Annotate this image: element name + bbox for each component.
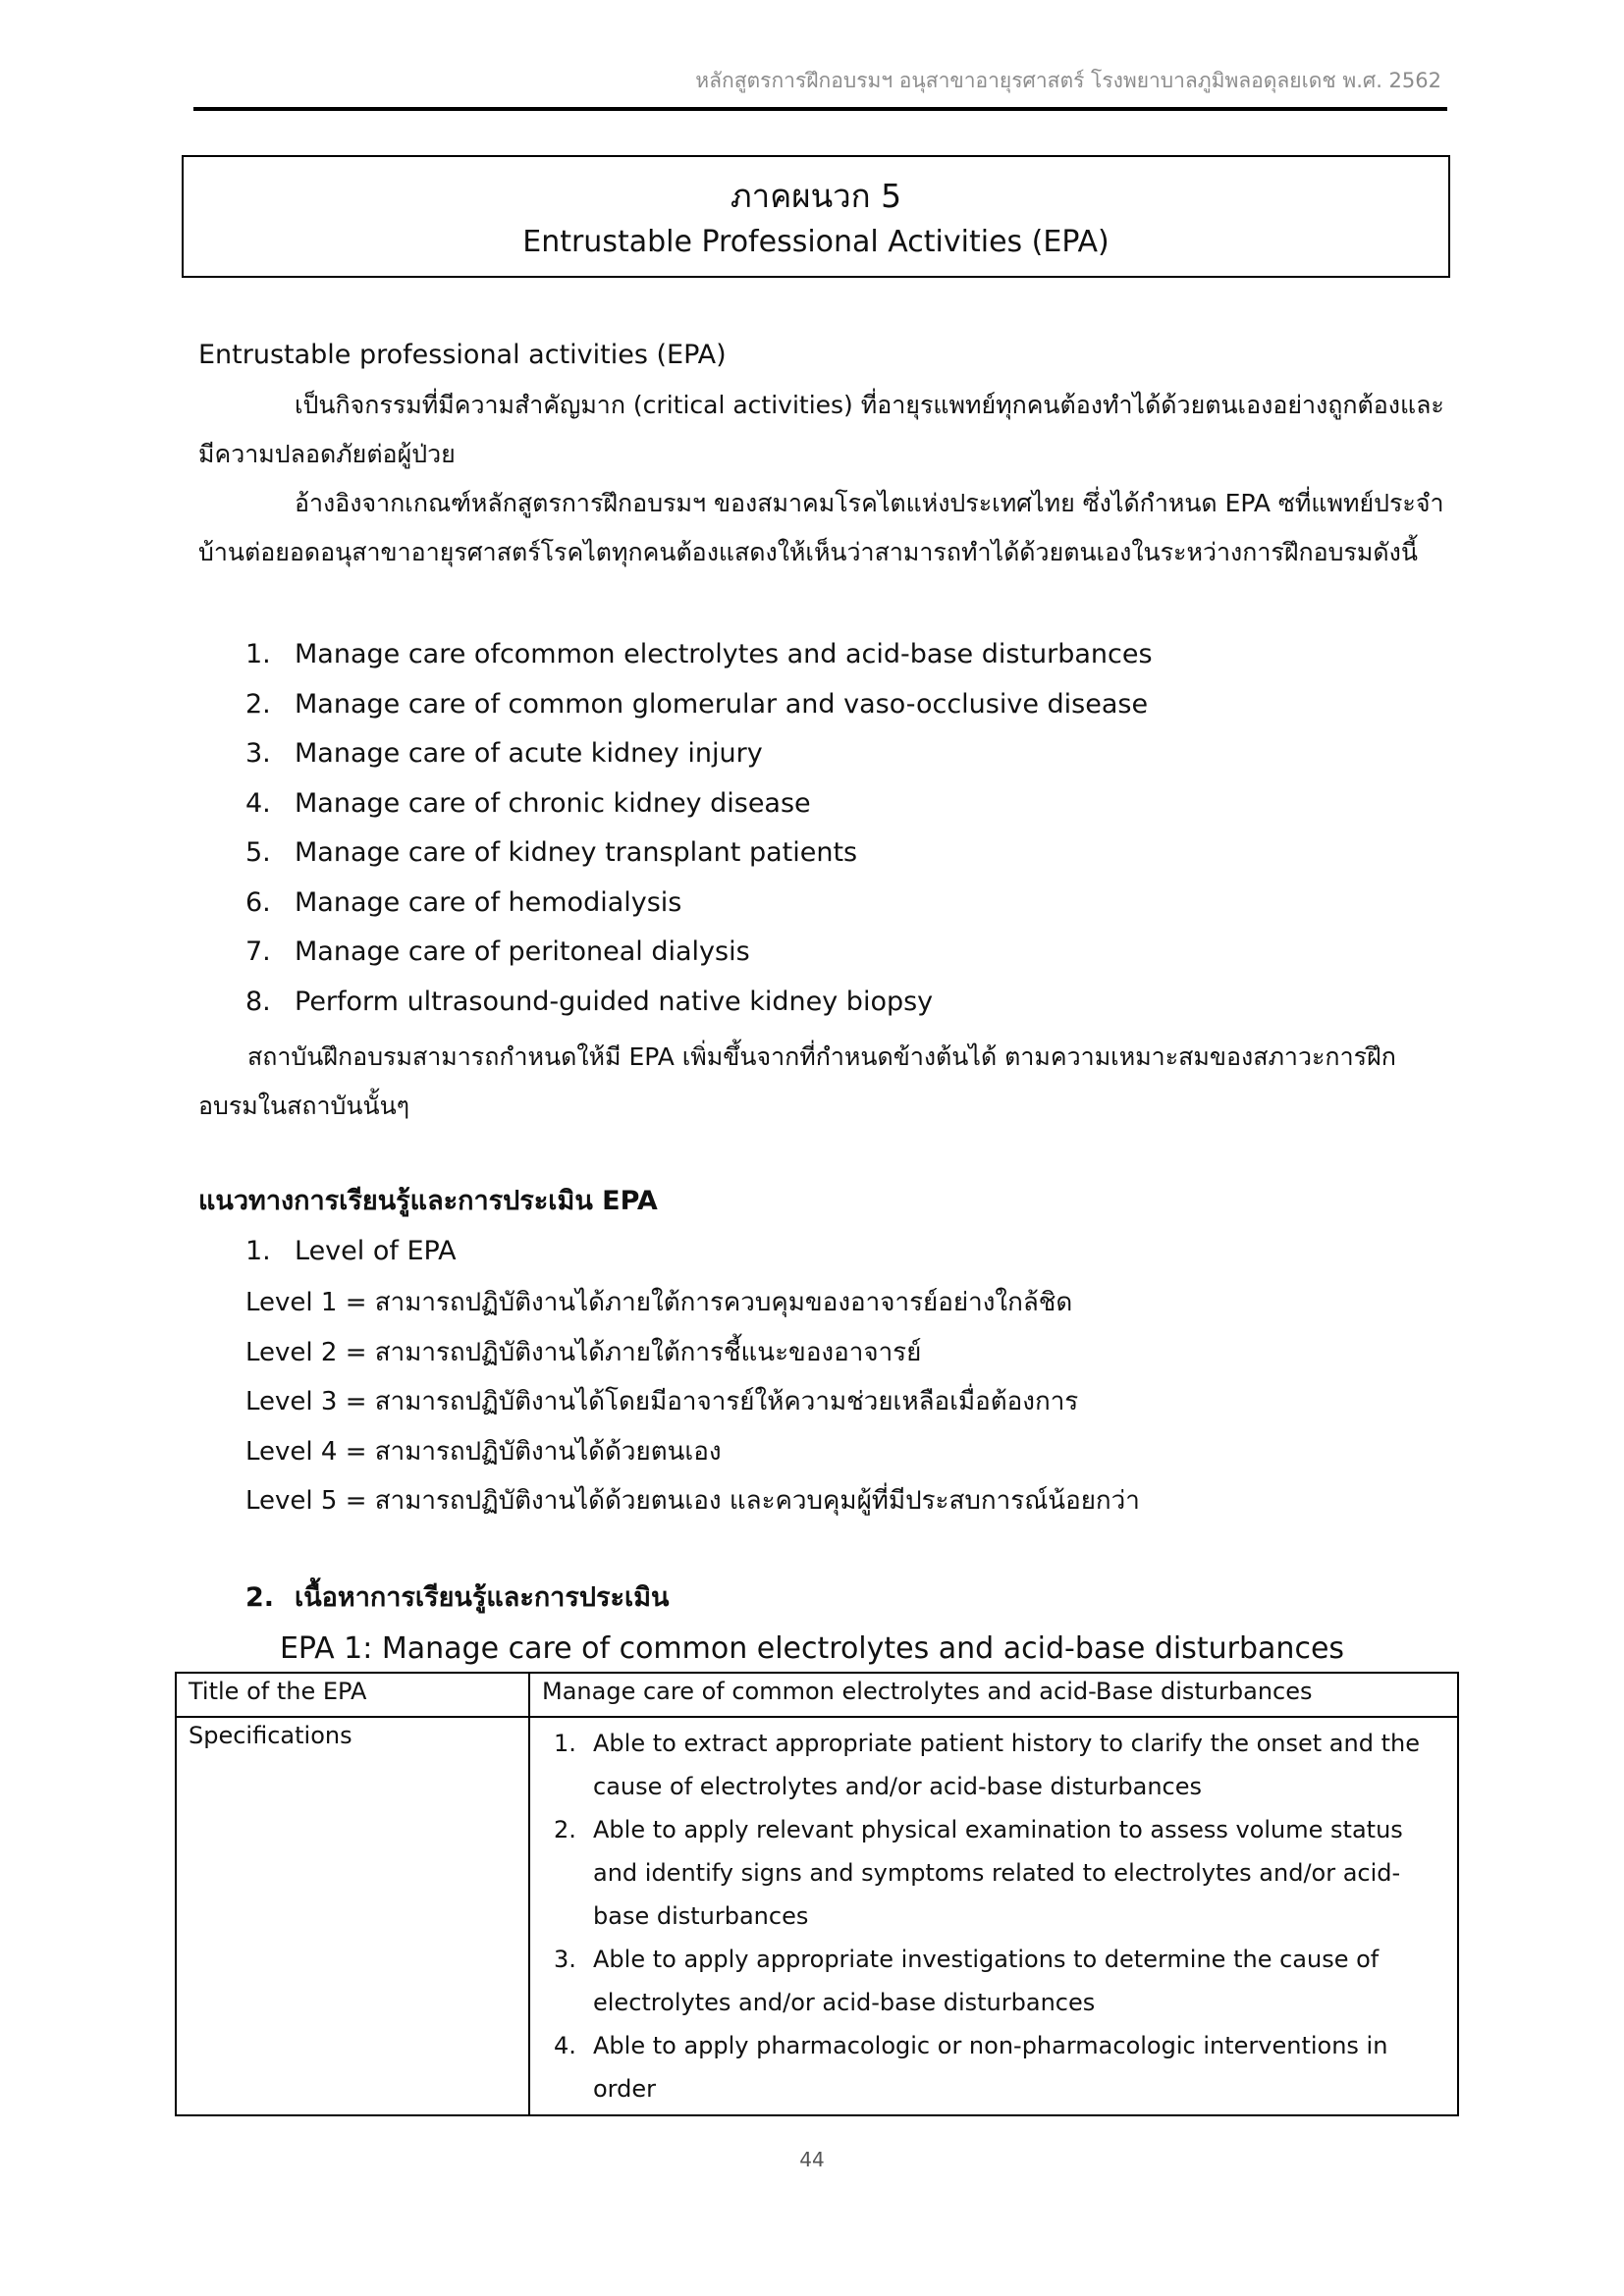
table-row [176,1673,1458,1717]
list-item-text: Able to apply appropriate investigations to determine the cause of electrolytes and/or acid-base disturbances [593,1946,1380,2016]
level-item: Level 3 = สามารถปฏิบัติงานได้โดยมีอาจารย์ให้ความช่วยเหลือเมื่อต้องการ [245,1387,1079,1416]
epa1-table [175,1672,1459,2116]
list-item-number: 4. [245,787,271,819]
appendix-subtitle: Entrustable Professional Activities (EPA) [522,225,1110,259]
table-row [176,1717,1458,2115]
list-item [245,978,1153,1028]
list-item-text: Manage care of peritoneal dialysis [295,936,750,967]
page-number: 44 [799,2148,825,2171]
intro-paragraph-3 [198,1033,1445,1131]
intro-paragraph-2 [198,479,1445,577]
epa-list [245,630,1153,1027]
list-item-number: 7. [245,936,271,967]
level-item: Level 4 = สามารถปฏิบัติงานได้ด้วยตนเอง [245,1436,722,1467]
list-item-text: Manage care of acute kidney injury [295,738,763,769]
row-label: Title of the EPA [176,1673,529,1717]
list-item [542,1808,1445,1938]
list-item-number: 1. [554,1730,576,1757]
list-item [542,2024,1445,2110]
row-value: Manage care of common electrolytes and acid-Base disturbances [529,1673,1458,1717]
epa1-caption: EPA 1: Manage care of common electrolytes and acid-base disturbances [279,1631,1345,1666]
content-heading [245,1578,669,1618]
list-item-text: Able to apply relevant physical examination to assess volume status and identify signs and symptoms related to electrolytes and/or acid-base disturbances [593,1816,1403,1930]
level-heading-text: Level of EPA [295,1236,457,1266]
intro-paragraph-2-text: อ้างอิงจากเกณฑ์หลักสูตรการฝึกอบรมฯ ของสมาคมโรคไตแห่งประเทศไทย ซึ่งได้กำหนด EPA ซที่แพทย์ประจำบ้านต่อยอดอนุสาขาอายุรศาสตร์โรคไตทุกคนต้องแสดงให้เห็นว่าสามารถทำได้ด้วยตนเองในระหว่างการฝึกอบรมดังนี้ [198,489,1444,566]
list-item [245,729,1153,779]
appendix-title: ภาคผนวก 5 [730,177,902,215]
list-item-number: 8. [245,986,271,1017]
content-heading-number: 2. [245,1582,275,1613]
level-item: Level 5 = สามารถปฏิบัติงานได้ด้วยตนเอง และควบคุมผู้ที่มีประสบการณ์น้อยกว่า [245,1486,1140,1516]
list-item [245,828,1153,879]
level-heading-number: 1. [245,1236,271,1266]
intro-paragraph-1-text: เป็นกิจกรรมที่มีความสำคัญมาก (critical activities) ที่อายุรแพทย์ทุกคนต้องทำได้ด้วยตนเองอย่างถูกต้องและมีความปลอดภัยต่อผู้ป่วย [198,391,1444,468]
intro-heading: Entrustable professional activities (EPA) [198,340,727,370]
list-item-text: Manage care of kidney transplant patients [295,837,858,868]
list-item-text: Able to extract appropriate patient history to clarify the onset and the cause of electrolytes and/or acid-base disturbances [593,1730,1420,1800]
level-item: Level 2 = สามารถปฏิบัติงานได้ภายใต้การชี้แนะของอาจารย์ [245,1337,922,1367]
intro-paragraph-1 [198,381,1445,479]
list-item [245,680,1153,730]
list-item-number: 3. [554,1946,576,1973]
list-item-text: Manage care of chronic kidney disease [295,787,811,819]
specifications-cell [529,1717,1458,2115]
guidance-heading: แนวทางการเรียนรู้และการประเมิน EPA [198,1186,658,1216]
list-item-text: Manage care of common glomerular and vaso-occlusive disease [295,688,1149,720]
intro-paragraph-3-text: สถาบันฝึกอบรมสามารถกำหนดให้มี EPA เพิ่มขึ้นจากที่กำหนดข้างต้นได้ ตามความเหมาะสมของสภาวะการฝึกอบรมในสถาบันนั้นๆ [198,1042,1396,1120]
list-item-text: Perform ultrasound-guided native kidney biopsy [295,986,934,1017]
list-item-number: 2. [245,688,271,720]
row-label: Specifications [176,1717,529,2115]
list-item [245,630,1153,680]
list-item-number: 1. [245,639,271,669]
header-rule [193,107,1447,111]
level-item: Level 1 = สามารถปฏิบัติงานได้ภายใต้การควบคุมของอาจารย์อย่างใกล้ชิด [245,1288,1073,1317]
list-item-number: 6. [245,886,271,918]
list-item-number: 2. [554,1816,576,1843]
list-item-number: 4. [554,2032,576,2059]
level-list [245,1278,1140,1526]
appendix-title-box [182,155,1450,278]
level-heading [245,1232,457,1271]
running-title: หลักสูตรการฝึกอบรมฯ อนุสาขาอายุรศาสตร์ โรงพยาบาลภูมิพลอดุลยเดช พ.ศ. 2562 [695,69,1441,92]
specification-list [542,1722,1445,2110]
list-item [542,1938,1445,2024]
list-item-text: Manage care ofcommon electrolytes and acid-base disturbances [295,639,1153,669]
list-item [245,928,1153,978]
list-item-text: Able to apply pharmacologic or non-pharmacologic interventions in order [593,2032,1388,2103]
list-item-number: 3. [245,738,271,769]
list-item-number: 5. [245,837,271,868]
list-item [542,1722,1445,1808]
list-item [245,779,1153,829]
list-item [245,879,1153,929]
content-heading-text: เนื้อหาการเรียนรู้และการประเมิน [295,1582,670,1613]
list-item-text: Manage care of hemodialysis [295,886,682,918]
